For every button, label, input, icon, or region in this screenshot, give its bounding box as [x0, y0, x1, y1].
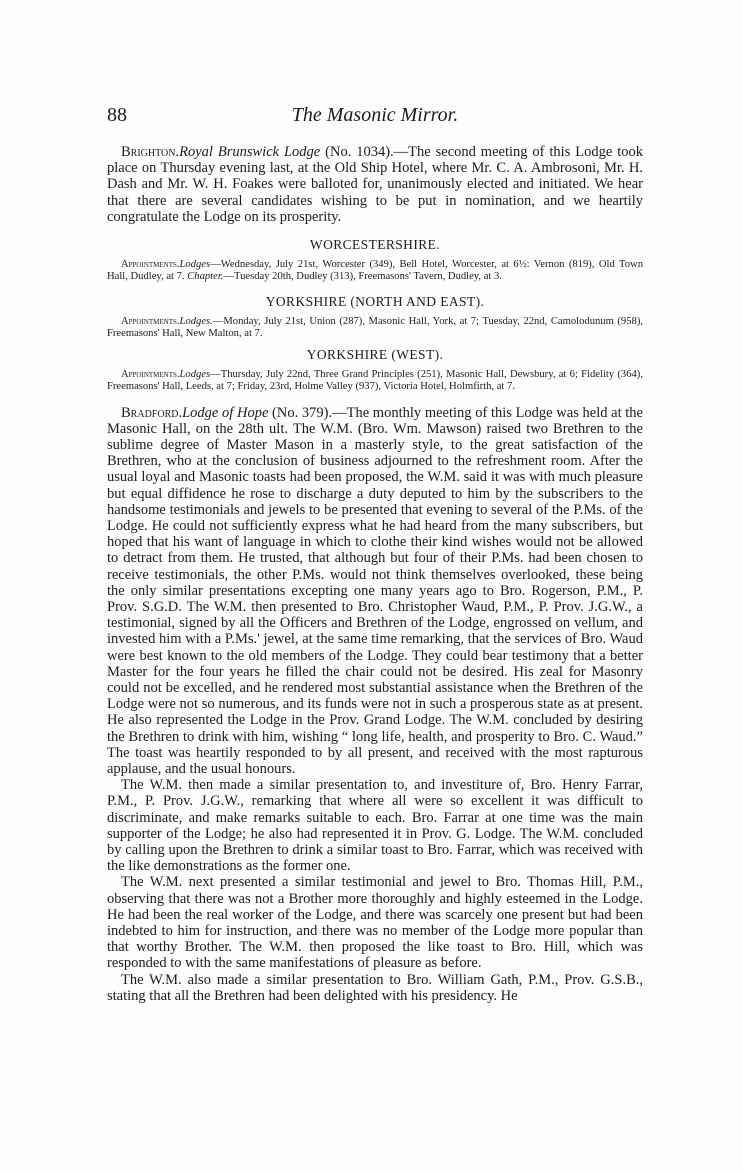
- section-heading-worcestershire: WORCESTERSHIRE.: [309, 237, 441, 253]
- appointments-yorkshire-north-east: [107, 316, 643, 339]
- paragraph-text: (No. 1034).—The second meeting of this Lodge took place on Thursday evening last, at the Old Ship Hotel, where Mr. C. A. Ambrosoni, Mr. H. Dash and Mr. W. H. Foakes were balloted for, unanimously elected and initiated. We hear that there are several candidates wishing to be put in nomination, and we heartily congratulate the Lodge on its prosperity.: [107, 144, 643, 225]
- appointments-label: Appointments.: [121, 259, 180, 271]
- text-column: [107, 144, 643, 1004]
- lodges-label: Lodges: [179, 369, 211, 381]
- place-name: Bradford.: [121, 404, 183, 421]
- section-heading-yorkshire-west: YORKSHIRE (WEST).: [306, 347, 444, 363]
- lodges-label: Lodges.: [179, 316, 213, 328]
- running-title: The Masonic Mirror.: [291, 104, 459, 126]
- page-number: 88: [107, 104, 127, 126]
- running-header: [107, 104, 643, 130]
- chapter-text: —Tuesday 20th, Dudley (313), Freemasons' Tavern, Dudley, at 3.: [223, 270, 502, 282]
- bradford-paragraph-3: The W.M. next presented a similar testimonial and jewel to Bro. Thomas Hill, P.M., observing that there was not a Brother more thoroughly and highly esteemed in the Lodge. He had been the real worker of the Lodge, and there was scarcely one present but had been indebted to him for instruction, and there was no member of the Lodge more popular than that worthy Brother. The W.M. then proposed the like toast to Bro. Hill, which was responded to with the same manifestations of pleasure as before.: [107, 874, 643, 972]
- lodge-name: Lodge of Hope: [182, 404, 269, 421]
- bradford-paragraph-1: [107, 405, 643, 778]
- lodges-label: Lodges: [179, 259, 211, 271]
- bradford-paragraph-4: The W.M. also made a similar presentation to Bro. William Gath, P.M., Prov. G.S.B., stating that all the Brethren had been delighted with his presidency. He: [107, 971, 643, 1004]
- brighton-paragraph: [107, 144, 643, 225]
- lodges-text: —Monday, July 21st, Union (287), Masonic Hall, York, at 7; Tuesday, 22nd, Camolodunum (958), Freemasons' Hall, New Malton, at 7.: [107, 316, 643, 339]
- appointments-yorkshire-west: [107, 369, 643, 392]
- lodge-name: Royal Brunswick Lodge: [179, 144, 321, 160]
- lodges-text: —Wednesday, July 21st, Worcester (349), Bell Hotel, Worcester, at 6½: Vernon (819), Old Town Hall, Dudley, at 7.: [107, 259, 643, 282]
- paragraph-text: (No. 379).—The monthly meeting of this Lodge was held at the Masonic Hall, on the 28th ult. The W.M. (Bro. Wm. Mawson) raised two Brethren to the sublime degree of Master Mason in a masterly style, to the great satisfaction of the Brethren, who at the conclusion of business adjourned to the refreshment room. After the usual loyal and Masonic toasts had been proposed, the W.M. said it was with much pleasure but equal diffidence he rose to discharge a duty deputed to him by the subscribers to the handsome testimonials and jewels to be presented that evening to several of the P.Ms. of the Lodge. He could not sufficiently express what he had heard from the many subscribers, but hoped that his want of language in which to clothe their kind wishes would not be allowed to detract from them. He trusted, that although but four of their P.Ms. had been chosen to receive testimonials, the other P.Ms. would not think themselves overlooked, these being the only similar presentations excepting one many years ago to Bro. Rogerson, P.M., P. Prov. S.G.D. The W.M. then presented to Bro. Christopher Waud, P.M., P. Prov. J.G.W., a testimonial, signed by all the Officers and Brethren of the Lodge, engrossed on vellum, and invested him with a P.Ms.' jewel, at the same time remarking, that the services of Bro. Waud were best known to the old members of the Lodge. They could bear testimony that a better Master for the four years he filled the chair could not be desired. His zeal for Masonry could not be excelled, and he rendered most substantial assistance when the Brethren of the Lodge were not so numerous, and its funds were not in such a prosperous state as at present. He also represented the Lodge in the Prov. Grand Lodge. The W.M. concluded by desiring the Brethren to drink with him, wishing “ long life, health, and prosperity to Bro. C. Waud.” The toast was heartily responded to by all present, and received with the most rapturous applause, and the usual honours.: [107, 404, 643, 778]
- chapter-label: Chapter.: [187, 270, 224, 282]
- place-name: Brighton.: [121, 144, 180, 160]
- lodges-text: —Thursday, July 22nd, Three Grand Principles (251), Masonic Hall, Dewsbury, at 6; Fidelity (364), Freemasons' Hall, Leeds, at 7; Friday, 23rd, Holme Valley (937), Victoria Hotel, Holmfirth, at 7.: [107, 369, 643, 392]
- bradford-paragraph-2: The W.M. then made a similar presentation to, and investiture of, Bro. Henry Farrar, P.M., P. Prov. J.G.W., remarking that where all were so excellent it was difficult to discriminate, and make remarks suitable to each. Bro. Farrar at one time was the main supporter of the Lodge; he also had represented it in Prov. G. Lodge. The W.M. concluded by calling upon the Brethren to drink a similar toast to Bro. Farrar, which was received with the like demonstrations as the former one.: [107, 777, 643, 875]
- appointments-label: Appointments.: [121, 369, 180, 381]
- appointments-worcestershire: [107, 259, 643, 282]
- section-heading-yorkshire-north-east: YORKSHIRE (NORTH AND EAST).: [265, 294, 485, 310]
- appointments-label: Appointments.: [121, 316, 180, 328]
